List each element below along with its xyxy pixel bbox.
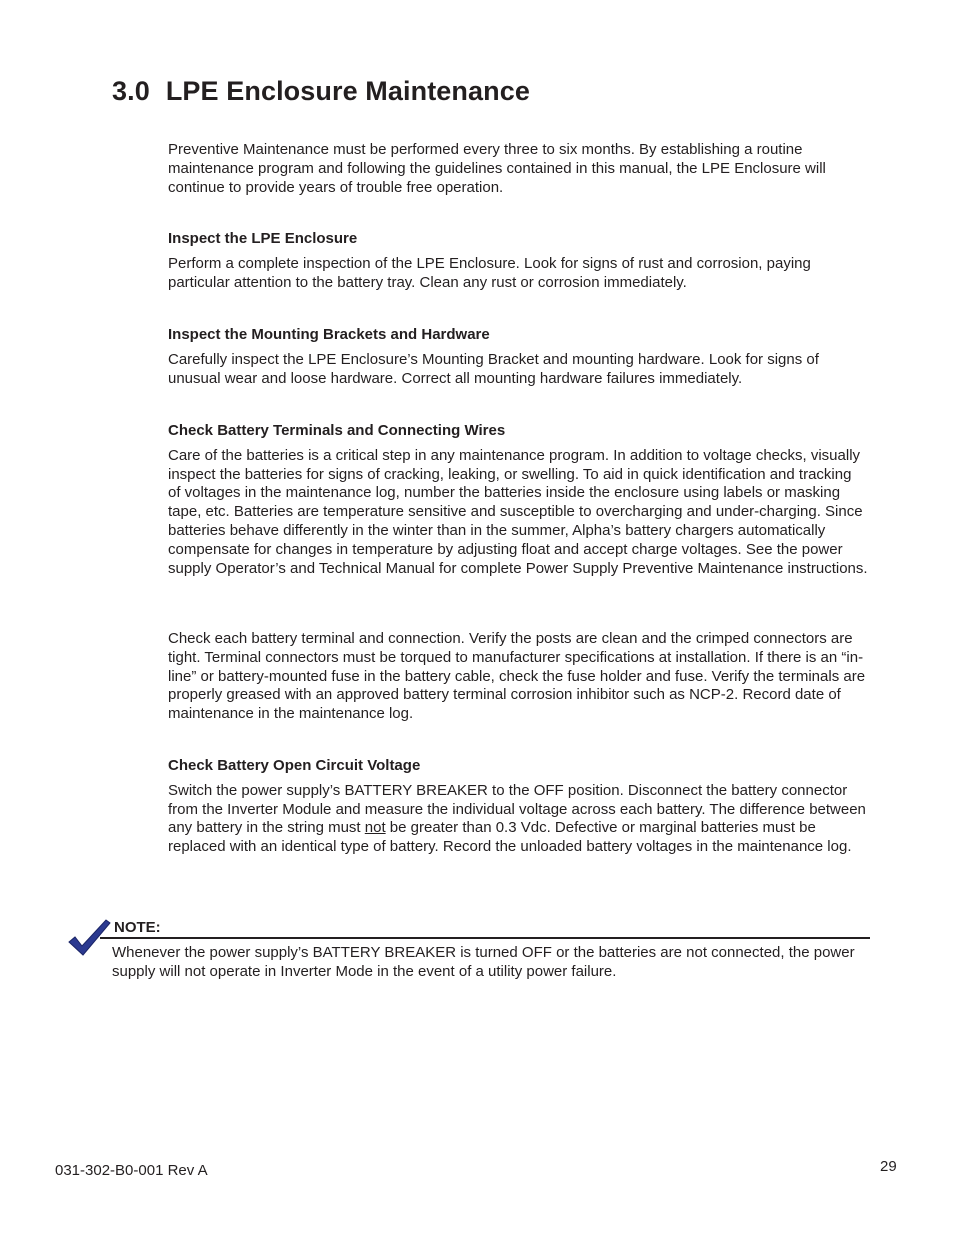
section-heading: Inspect the Mounting Brackets and Hardware: [168, 326, 490, 343]
section-battery-terminals: [168, 422, 868, 578]
section-inspect-brackets: [168, 326, 868, 388]
section-heading: Check Battery Terminals and Connecting Wires: [168, 422, 506, 439]
section-open-circuit-voltage: [168, 757, 868, 857]
page-title: [112, 76, 530, 107]
section-body: Carefully inspect the LPE Enclosure’s Mounting Bracket and mounting hardware. Look for signs of unusual wear and loose hardware. Correct all mounting hardware failures immediately.: [168, 350, 819, 387]
emphasis-text: not: [364, 819, 386, 837]
section-battery-terminals-continued: [168, 630, 868, 724]
intro-block: [168, 141, 868, 197]
document-number: 031-302-B0-001 Rev A: [55, 1162, 208, 1179]
section-body: Perform a complete inspection of the LPE Enclosure. Look for signs of rust and corrosion, paying particular attention to the battery tray. Clean any rust or corrosion immediately.: [168, 254, 811, 291]
body-text: be greater than 0.3 Vdc. Defective or marginal batteries must be replaced with an identical type of battery. Record the unloaded battery voltages in the maintenance log.: [168, 819, 852, 856]
section-heading: Check Battery Open Circuit Voltage: [168, 757, 421, 774]
intro-paragraph: Preventive Maintenance must be performed every three to six months. By establishing a routine maintenance program and following the guidelines contained in this manual, the LPE Enclosure will continue to provide years of trouble free operation.: [168, 141, 826, 196]
section-body-continued: Check each battery terminal and connection. Verify the posts are clean and the crimped connectors are tight. Terminal connectors must be torqued to manufacturer specifications at installation. If there is an “in-line” or battery-mounted fuse in the battery cable, check the fuse holder and fuse. Verify the terminals are properly greased with an approved battery terminal corrosion inhibitor such as NCP-2. Record date of maintenance in the maintenance log.: [168, 630, 866, 723]
body-text: Switch the power supply’s BATTERY BREAKER to the OFF position. Disconnect the battery connector from the Inverter Module and measure the individual voltage across each battery. The difference between any battery in the string must: [168, 781, 866, 837]
note-divider: [100, 937, 870, 939]
note-text: Whenever the power supply’s BATTERY BREAKER is turned OFF or the batteries are not connected, the power supply will not operate in Inverter Mode in the event of a utility power failure.: [112, 944, 855, 981]
section-number: 3.0: [112, 76, 150, 106]
page-number: 29: [880, 1158, 897, 1175]
section-heading: Inspect the LPE Enclosure: [168, 230, 358, 247]
section-body: [168, 782, 868, 857]
section-title-text: LPE Enclosure Maintenance: [165, 76, 530, 106]
section-body: Care of the batteries is a critical step in any maintenance program. In addition to voltage checks, visually inspect the batteries for signs of cracking, leaking, or swelling. To aid in quick identification and tracking of voltages in the maintenance log, number the batteries inside the enclosure using labels or masking tape, etc. Batteries are temperature sensitive and susceptible to overcharging and under-charging. Since batteries behave differently in the winter than in the summer, Alpha’s battery chargers automatically compensate for changes in temperature by adjusting float and accept charge voltages. See the power supply Operator’s and Technical Manual for complete Power Supply Preventive Maintenance instructions.: [168, 446, 868, 577]
note-label: NOTE:: [114, 919, 161, 936]
section-inspect-enclosure: [168, 230, 868, 292]
